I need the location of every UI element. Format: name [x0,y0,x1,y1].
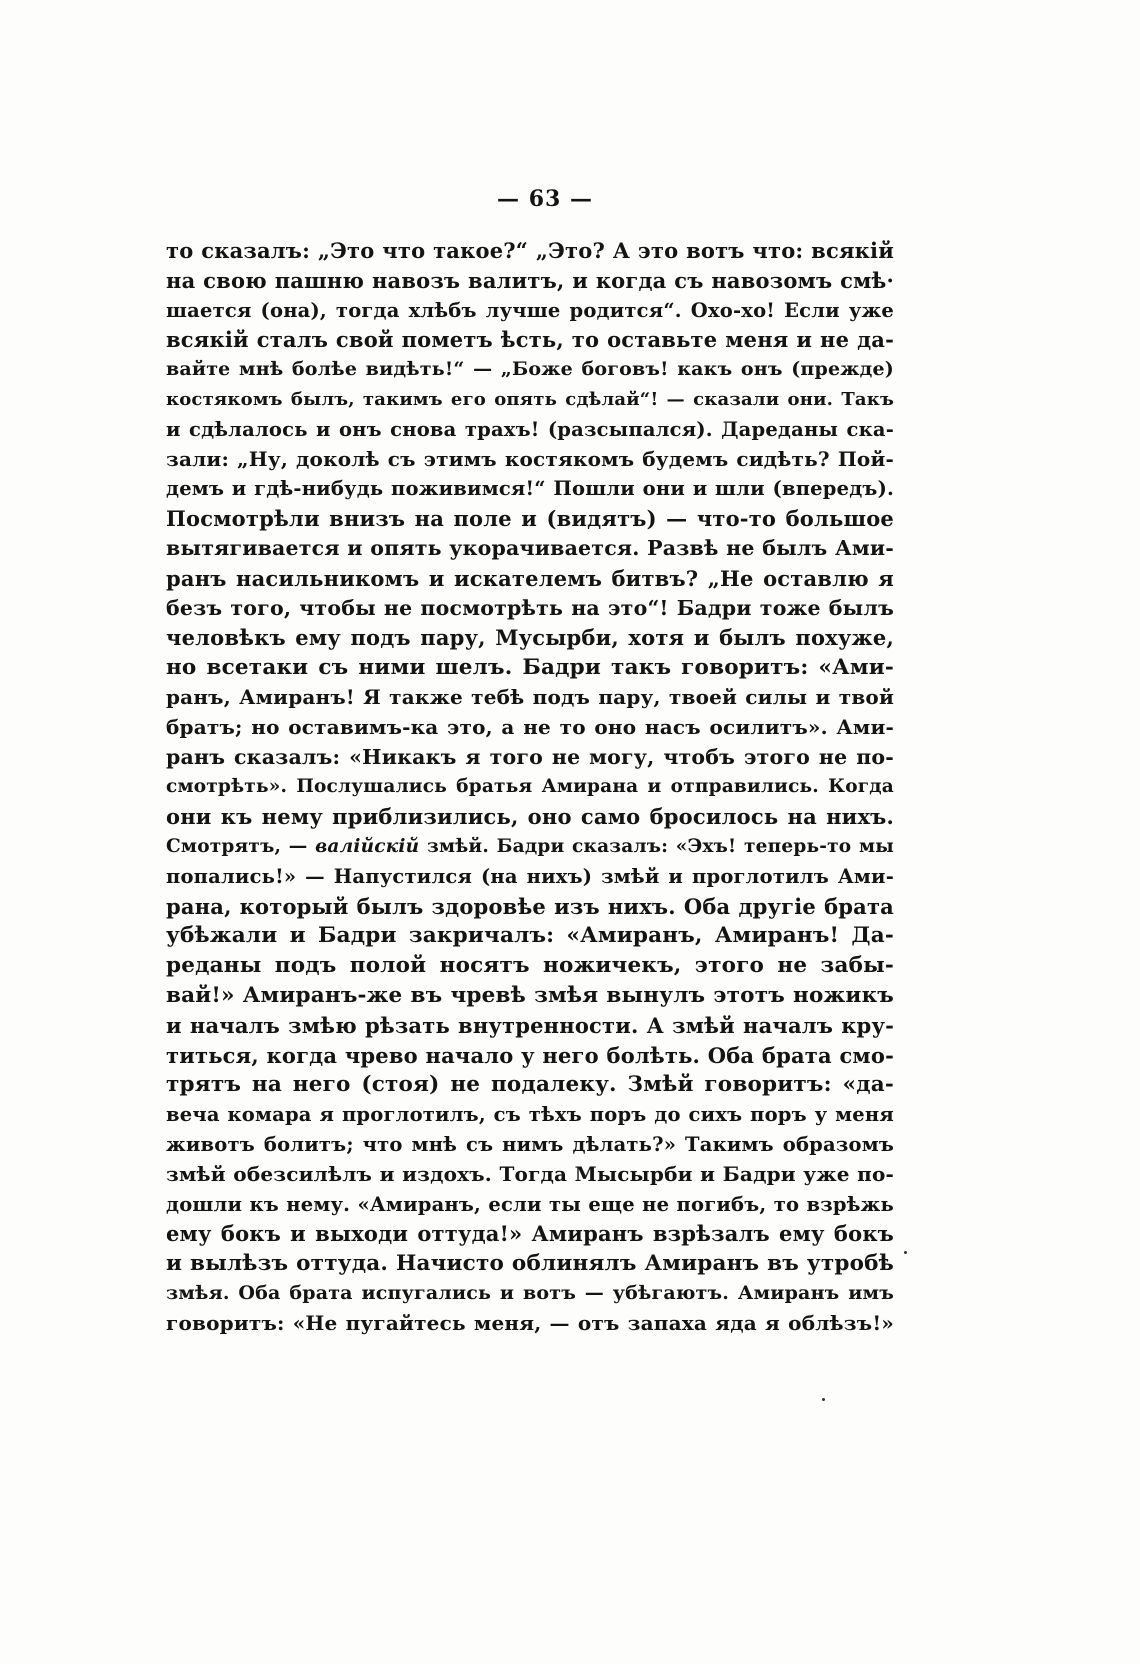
text-line: и началъ змѣю рѣзать внутренности. А змѣй началъ кру- [166,1012,894,1038]
text-line: реданы подъ полой носятъ ножичекъ, этого не забы- [166,953,894,979]
text-line: ему бокъ и выходи оттуда!» Амиранъ взрѣзалъ ему бокъ [166,1221,894,1247]
text-line: и сдѣлалось и онъ снова трахъ! (разсыпался). Дареданы ска- [166,417,894,441]
text-line: смотрѣть». Послушались братья Амирана и отправились. Когда [166,776,894,798]
scan-speck [822,1398,825,1401]
text-line: и вылѣзъ оттуда. Начисто облинялъ Амиранъ въ утробѣ [166,1251,894,1277]
text-line: Посмотрѣли внизъ на поле и (видятъ) — что-то большое [166,506,894,532]
text-line: дошли къ нему. «Амиранъ, если ты еще не погибъ, то взрѣжь [166,1192,894,1216]
text-line: братъ; но оставимъ-ка это, а не то оно насъ осилитъ». Ами- [166,714,894,739]
text-line: ранъ, Амиранъ! Я также тебѣ подъ пару, твоей силы и твой [166,684,894,709]
italic-word: валійскій [315,835,420,857]
text-line: говоритъ: «Не пугайтесь меня, — отъ запаха яда я облѣзъ!» [166,1310,894,1335]
text-line: животъ болитъ; что мнѣ съ нимъ дѣлать?» Такимъ образомъ [166,1132,894,1156]
text-line: но всетаки съ ними шелъ. Бадри такъ говоритъ: «Ами- [166,655,894,681]
text-line: демъ и гдѣ-нибудь поживимся!“ Пошли они и шли (впередъ). [166,477,894,501]
text-line: змѣй обезсилѣлъ и издохъ. Тогда Мысырби и Бадри уже по- [166,1161,894,1186]
text-line: шается (она), тогда хлѣбъ лучше родится“. Охо-хо! Если уже [166,298,894,322]
text-line: убѣжали и Бадри закричалъ: «Амиранъ, Амиранъ! Да- [166,923,894,949]
text-line: на свою пашню навозъ валитъ, и когда съ навозомъ смѣ· [166,267,894,293]
text-line: титься, когда чрево начало у него болѣть. Оба брата смо- [166,1042,894,1068]
text-line: всякій сталъ свой пометъ ѣсть, то оставьте меня и не да- [166,327,894,353]
text-segment: Смотрятъ, — [166,835,316,857]
scan-speck [904,1251,907,1254]
page-number: — 63 — [497,186,593,212]
text-line: зали: „Ну, доколѣ съ этимъ костякомъ будемъ сидѣть? Пой- [166,446,894,471]
text-line: то сказалъ: „Это что такое?“ „Это? А это вотъ что: всякій [166,238,894,263]
text-line: вай!» Амиранъ-же въ чревѣ змѣя вынулъ этотъ ножикъ [166,982,894,1008]
text-line: ранъ сказалъ: «Никакъ я того не могу, чтобъ этого не по- [166,744,894,769]
text-line-with-italic [166,832,894,862]
text-line: они къ нему приблизились, оно само бросилось на нихъ. [166,804,894,830]
text-line: вайте мнѣ болѣе видѣть!“ — „Боже боговъ! какъ онъ (прежде) [166,358,894,381]
text-line: безъ того, чтобы не посмотрѣть на это“! Бадри тоже былъ [166,595,894,620]
body-text [166,236,894,1338]
text-line: вытягивается и опять укорачивается. Развѣ не былъ Ами- [166,535,894,560]
text-line: человѣкъ ему подъ пару, Мусырби, хотя и былъ похуже, [166,625,894,651]
text-line: попались!» — Напустился (на нихъ) змѣй и проглотилъ Ами- [166,864,894,888]
text-line: костякомъ былъ, такимъ его опять сдѣлай“! — сказали они. Такъ [166,388,894,410]
text-segment: змѣй. Бадри сказалъ: «Эхъ! теперь-то мы [419,835,894,857]
text-line: змѣя. Оба брата испугались и вотъ — убѣгаютъ. Амиранъ имъ [166,1281,894,1304]
text-line: трятъ на него (стоя) не подалеку. Змѣй говоритъ: «да- [166,1072,894,1098]
text-line: рана, который былъ здоровѣе изъ нихъ. Оба другіе брата [166,893,894,919]
text-line: веча комара я проглотилъ, съ тѣхъ поръ до сихъ поръ у меня [166,1103,894,1127]
text-line: ранъ насильникомъ и искателемъ битвъ? „Не оставлю я [166,565,894,591]
